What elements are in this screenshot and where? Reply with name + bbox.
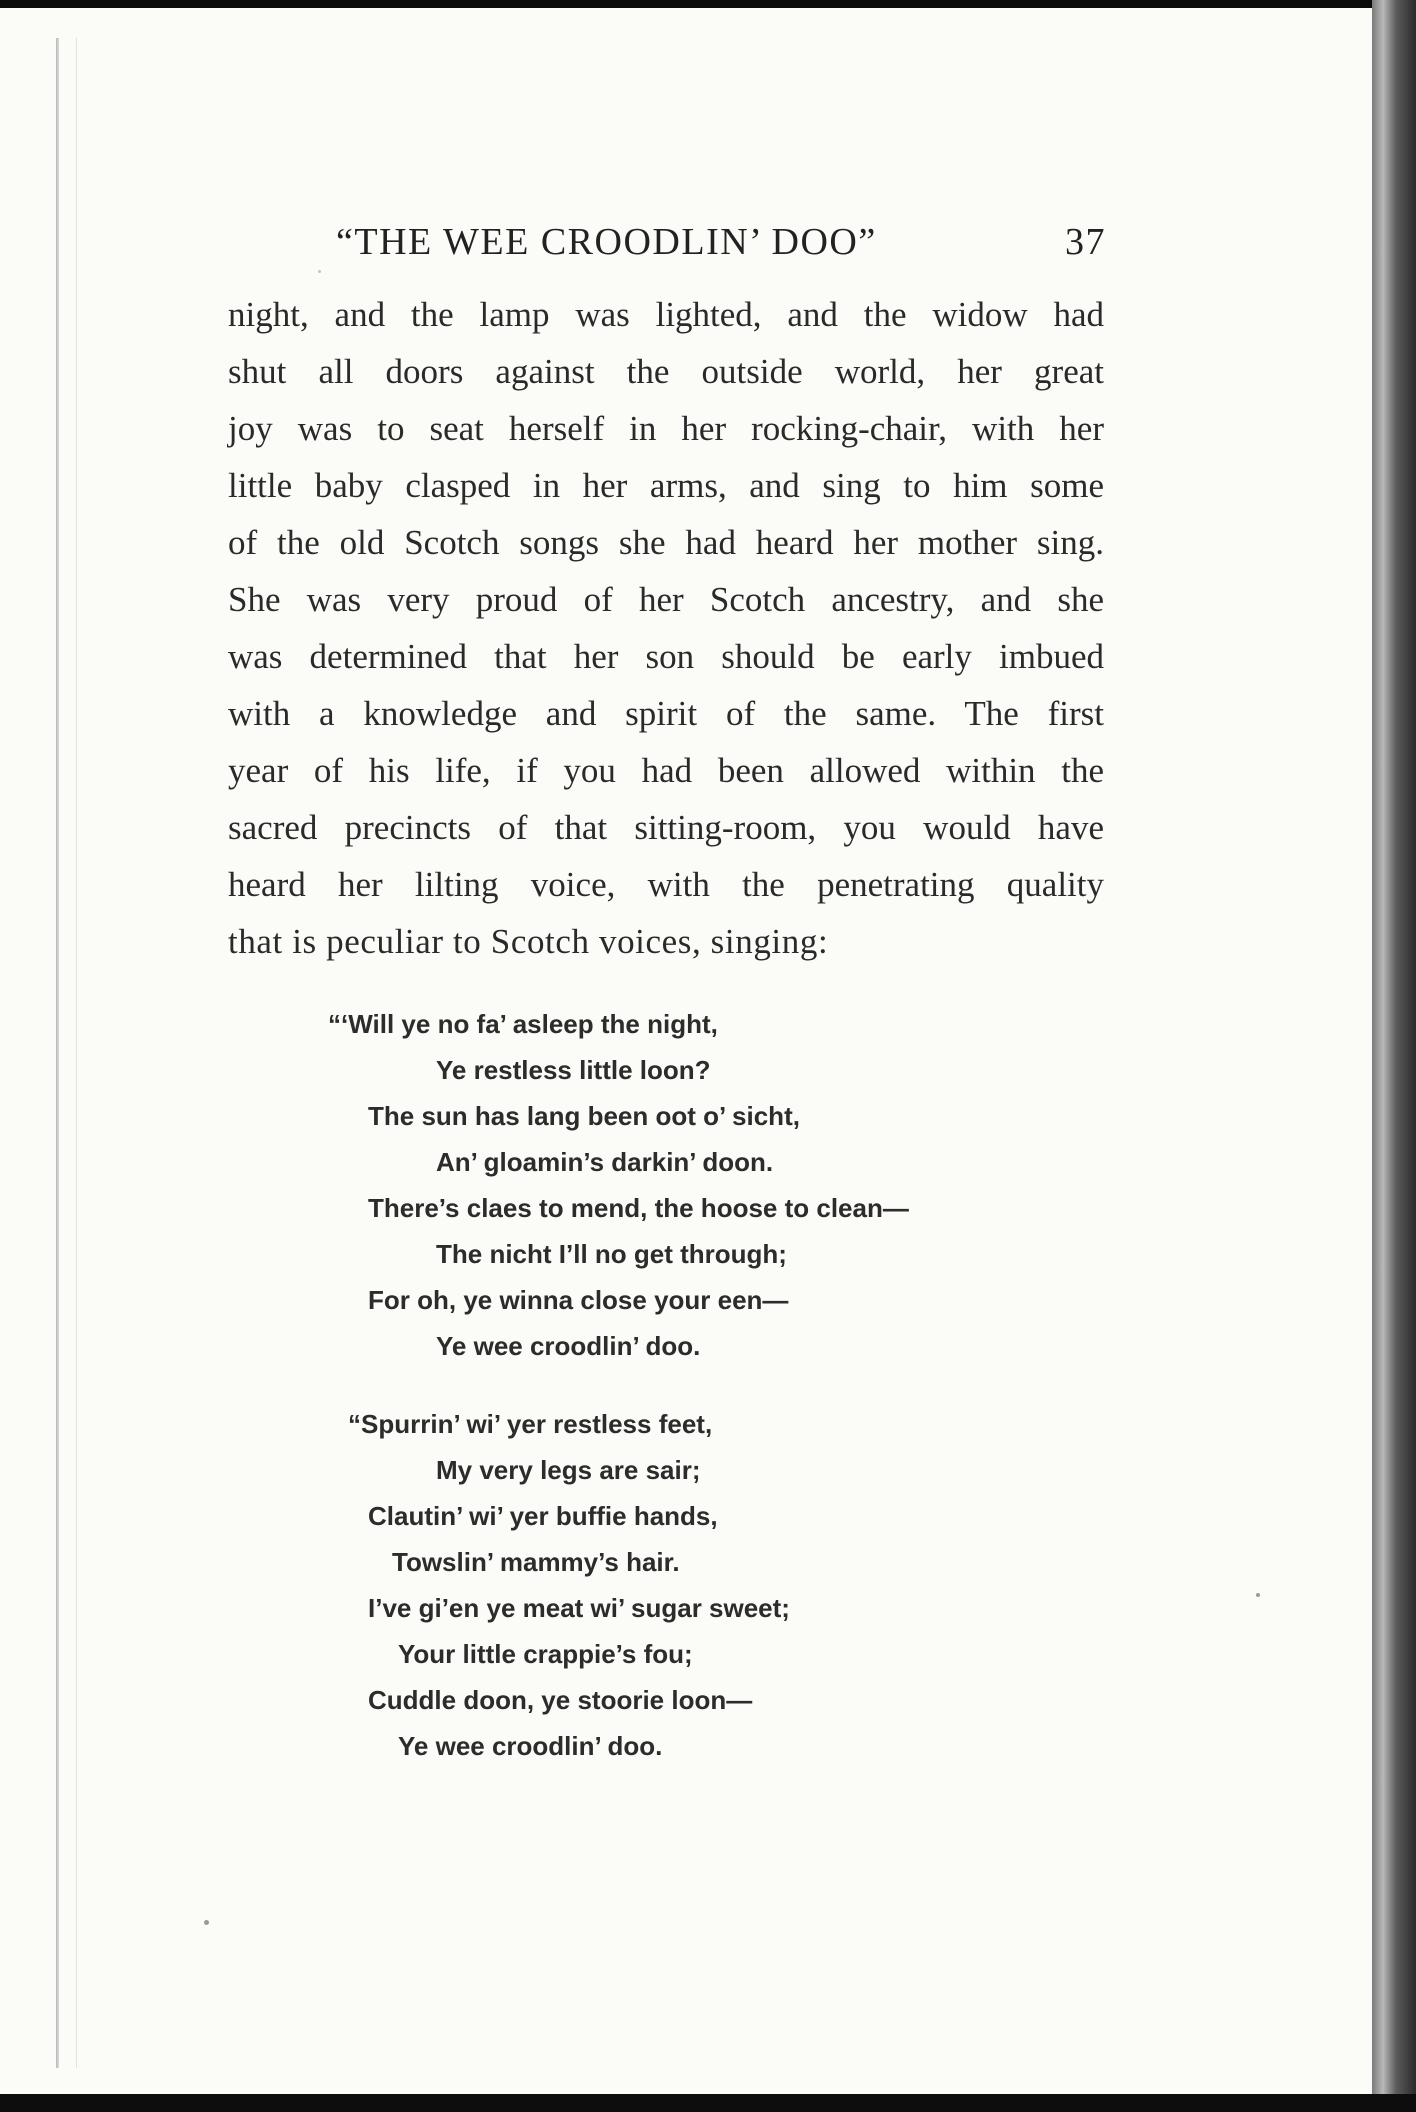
verse-line: My very legs are sair;: [436, 1455, 701, 1485]
verse-line: Your little crappie’s fou;: [398, 1639, 693, 1669]
text-line: year of his life, if you had been allowed within the: [228, 751, 1104, 790]
verse-line: An’ gloamin’s darkin’ doon.: [436, 1147, 774, 1177]
verse-line: Clautin’ wi’ yer buffie hands,: [368, 1501, 718, 1531]
text-line: night, and the lamp was lighted, and the widow had: [228, 295, 1104, 334]
verse-line: For oh, ye winna close your een—: [368, 1285, 789, 1315]
gutter-line-faint: [76, 38, 77, 2068]
text-line: was determined that her son should be early imbued: [228, 637, 1104, 676]
paper-speck: [318, 270, 321, 273]
book-edge-shadow: [1372, 0, 1416, 2112]
text-line: little baby clasped in her arms, and sing to him some: [228, 466, 1104, 505]
verse-line: The sun has lang been oot o’ sicht,: [368, 1101, 800, 1131]
running-head: [336, 220, 1106, 270]
body-paragraph: [228, 286, 1104, 970]
verse-line: Towslin’ mammy’s hair.: [392, 1547, 680, 1577]
text-line: of the old Scotch songs she had heard her mother sing.: [228, 523, 1104, 562]
verse-line: Cuddle doon, ye stoorie loon—: [368, 1685, 753, 1715]
text-line: joy was to seat herself in her rocking-chair, with her: [228, 409, 1104, 448]
text-line: shut all doors against the outside world, her great: [228, 352, 1104, 391]
verse-line: Ye wee croodlin’ doo.: [398, 1731, 663, 1761]
text-line: that is peculiar to Scotch voices, singing:: [228, 922, 829, 961]
scan-bottom-edge: [0, 2094, 1416, 2112]
text-line: with a knowledge and spirit of the same. The first: [228, 694, 1104, 733]
text-line: She was very proud of her Scotch ancestry, and she: [228, 580, 1104, 619]
verse-line: “‘Will ye no fa’ asleep the night,: [328, 1009, 718, 1039]
gutter-shadow: [56, 38, 59, 2068]
text-line: sacred precincts of that sitting-room, you would have: [228, 808, 1104, 847]
text-line: heard her lilting voice, with the penetrating quality: [228, 865, 1104, 904]
verse-stanza-2: [348, 1401, 1068, 1769]
verse-line: Ye wee croodlin’ doo.: [436, 1331, 701, 1361]
book-page: [0, 8, 1372, 2096]
verse-line: The nicht I’ll no get through;: [436, 1239, 787, 1269]
running-title: “THE WEE CROODLIN’ DOO”: [336, 221, 877, 263]
paper-speck: [204, 1920, 209, 1925]
page-number: 37: [1065, 221, 1106, 263]
verse-stanza-1: [328, 1001, 1068, 1369]
verse-line: There’s claes to mend, the hoose to clean—: [368, 1193, 909, 1223]
verse-line: I’ve gi’en ye meat wi’ sugar sweet;: [368, 1593, 790, 1623]
paper-speck: [1256, 1593, 1260, 1597]
verse-line: Ye restless little loon?: [436, 1055, 711, 1085]
verse-line: “Spurrin’ wi’ yer restless feet,: [348, 1409, 713, 1439]
